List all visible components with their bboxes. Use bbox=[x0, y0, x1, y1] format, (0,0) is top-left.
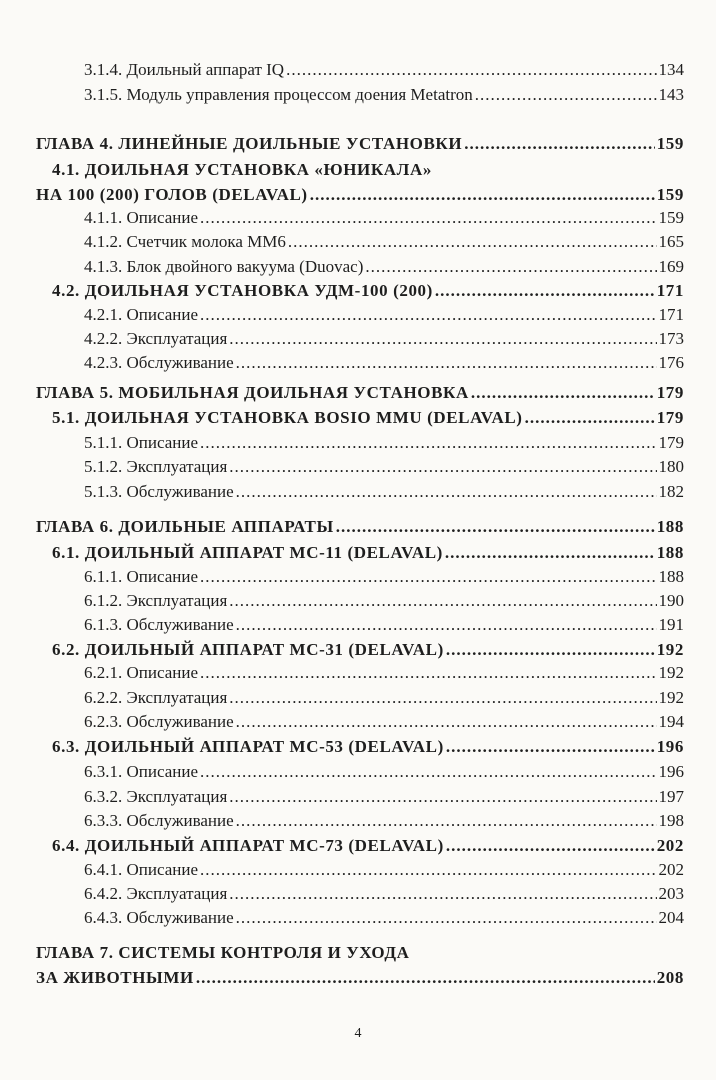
toc-entry bbox=[84, 303, 684, 326]
toc-section bbox=[36, 183, 684, 206]
toc-section-label: 4.1. ДОИЛЬНАЯ УСТАНОВКА «ЮНИКАЛА» bbox=[52, 160, 432, 179]
dot-leader bbox=[446, 735, 655, 758]
toc-entry-page: 171 bbox=[658, 305, 684, 324]
toc-entry-page: 179 bbox=[656, 383, 684, 402]
toc-entry-label: 6.3.3. Обслуживание bbox=[84, 811, 234, 830]
toc-entry-page: 202 bbox=[658, 860, 684, 879]
toc-entry-label: 6.3.2. Эксплуатация bbox=[84, 787, 228, 806]
toc-entry-page: 179 bbox=[658, 433, 684, 452]
dot-leader bbox=[229, 455, 656, 478]
toc-chapter bbox=[36, 515, 684, 538]
toc-entry-label: 4.1.3. Блок двойного вакуума (Duovac) bbox=[84, 257, 364, 276]
toc-entry bbox=[84, 686, 684, 709]
dot-leader bbox=[445, 541, 655, 564]
toc-section-label: 6.3. ДОИЛЬНЫЙ АППАРАТ МС-53 (DELAVAL) bbox=[52, 737, 444, 756]
toc-section bbox=[52, 541, 684, 564]
toc-entry bbox=[84, 230, 684, 253]
toc-entry-label: 6.4.2. Эксплуатация bbox=[84, 884, 228, 903]
toc-entry bbox=[84, 327, 684, 350]
dot-leader bbox=[236, 809, 657, 832]
dot-leader bbox=[475, 83, 657, 106]
toc-section-label: 6.2. ДОИЛЬНЫЙ АППАРАТ МС-31 (DELAVAL) bbox=[52, 640, 444, 659]
toc-entry-label: 5.1.3. Обслуживание bbox=[84, 482, 234, 501]
toc-section bbox=[52, 638, 684, 661]
toc-section-label: 6.1. ДОИЛЬНЫЙ АППАРАТ МС-11 (DELAVAL) bbox=[52, 543, 443, 562]
toc-entry-page: 194 bbox=[658, 712, 684, 731]
toc-entry-page: 192 bbox=[658, 663, 684, 682]
toc-entry bbox=[84, 351, 684, 374]
page-number: 4 bbox=[354, 1026, 362, 1041]
dot-leader bbox=[236, 480, 657, 503]
toc-entry-page: 188 bbox=[656, 543, 684, 562]
toc-chapter-label: ЗА ЖИВОТНЫМИ bbox=[36, 968, 194, 987]
toc-entry-page: 197 bbox=[658, 787, 684, 806]
toc-entry-label: 3.1.4. Доильный аппарат IQ bbox=[84, 60, 285, 79]
toc-entry-label: 6.1.3. Обслуживание bbox=[84, 615, 234, 634]
toc-entry-label: 6.1.1. Описание bbox=[84, 567, 199, 586]
toc-entry-page: 176 bbox=[658, 353, 684, 372]
toc-entry-page: 169 bbox=[658, 257, 684, 276]
toc-entry bbox=[84, 480, 684, 503]
toc-entry bbox=[84, 565, 684, 588]
toc-entry-label: 4.2.2. Эксплуатация bbox=[84, 329, 228, 348]
toc-entry bbox=[84, 206, 684, 229]
toc-entry-page: 208 bbox=[656, 968, 684, 987]
toc-section-label: 6.4. ДОИЛЬНЫЙ АППАРАТ МС-73 (DELAVAL) bbox=[52, 836, 444, 855]
dot-leader bbox=[236, 906, 657, 929]
toc-section bbox=[52, 406, 684, 429]
dot-leader bbox=[200, 661, 656, 684]
toc-entry-page: 180 bbox=[658, 457, 684, 476]
toc-entry bbox=[84, 613, 684, 636]
dot-leader bbox=[471, 381, 655, 404]
toc-entry-page: 196 bbox=[658, 762, 684, 781]
toc-entry-page: 159 bbox=[656, 134, 684, 153]
dot-leader bbox=[525, 406, 655, 429]
toc-entry-page: 143 bbox=[658, 85, 684, 104]
toc-entry-page: 202 bbox=[656, 836, 684, 855]
toc-entry bbox=[84, 785, 684, 808]
toc-entry-page: 203 bbox=[658, 884, 684, 903]
dot-leader bbox=[229, 686, 656, 709]
toc-entry-page: 165 bbox=[658, 232, 684, 251]
toc-entry bbox=[84, 58, 684, 81]
dot-leader bbox=[200, 206, 656, 229]
toc-entry-label: 4.2.3. Обслуживание bbox=[84, 353, 234, 372]
toc-entry bbox=[84, 906, 684, 929]
toc-entry-label: 5.1.2. Эксплуатация bbox=[84, 457, 228, 476]
dot-leader bbox=[200, 760, 656, 783]
dot-leader bbox=[236, 613, 657, 636]
dot-leader bbox=[200, 858, 656, 881]
toc-entry-page: 204 bbox=[658, 908, 684, 927]
toc-entry bbox=[84, 589, 684, 612]
toc-chapter bbox=[36, 132, 684, 155]
toc-entry-label: 6.4.3. Обслуживание bbox=[84, 908, 234, 927]
dot-leader bbox=[229, 589, 656, 612]
toc-entry bbox=[84, 858, 684, 881]
toc-entry bbox=[84, 431, 684, 454]
toc-entry-page: 191 bbox=[658, 615, 684, 634]
toc-entry-page: 159 bbox=[658, 208, 684, 227]
toc-section bbox=[52, 279, 684, 302]
toc-entry-page: 134 bbox=[658, 60, 684, 79]
toc-entry-page: 192 bbox=[658, 688, 684, 707]
toc-entry-page: 179 bbox=[656, 408, 684, 427]
dot-leader bbox=[435, 279, 655, 302]
toc-section-label: 5.1. ДОИЛЬНАЯ УСТАНОВКА BOSIO MMU (DELAVAL) bbox=[52, 408, 523, 427]
dot-leader bbox=[446, 834, 655, 857]
toc-entry-label: 4.1.2. Счетчик молока ММ6 bbox=[84, 232, 286, 251]
toc-entry bbox=[84, 882, 684, 905]
dot-leader bbox=[365, 255, 656, 278]
toc-entry-page: 198 bbox=[658, 811, 684, 830]
toc-entry bbox=[84, 809, 684, 832]
toc-entry-label: 6.1.2. Эксплуатация bbox=[84, 591, 228, 610]
toc-section-label: НА 100 (200) ГОЛОВ (DELAVAL) bbox=[36, 185, 308, 204]
toc-entry-label: 4.2.1. Описание bbox=[84, 305, 199, 324]
toc-entry bbox=[84, 760, 684, 783]
toc-entry-label: 6.2.2. Эксплуатация bbox=[84, 688, 228, 707]
dot-leader bbox=[236, 710, 657, 733]
toc-chapter-label: ГЛАВА 4. ЛИНЕЙНЫЕ ДОИЛЬНЫЕ УСТАНОВКИ bbox=[36, 134, 463, 153]
toc-chapter-label: ГЛАВА 6. ДОИЛЬНЫЕ АППАРАТЫ bbox=[36, 517, 334, 536]
toc-entry-label: 6.3.1. Описание bbox=[84, 762, 199, 781]
dot-leader bbox=[310, 183, 655, 206]
dot-leader bbox=[236, 351, 657, 374]
toc-entry-label: 6.2.1. Описание bbox=[84, 663, 199, 682]
toc-entry-label: 6.2.3. Обслуживание bbox=[84, 712, 234, 731]
toc-entry-label: 4.1.1. Описание bbox=[84, 208, 199, 227]
toc-entry-page: 171 bbox=[656, 281, 684, 300]
toc-section-label: 4.2. ДОИЛЬНАЯ УСТАНОВКА УДМ-100 (200) bbox=[52, 281, 433, 300]
toc-chapter bbox=[36, 381, 684, 404]
toc-entry-page: 196 bbox=[656, 737, 684, 756]
toc-entry bbox=[84, 710, 684, 733]
toc-entry-page: 188 bbox=[656, 517, 684, 536]
dot-leader bbox=[229, 327, 656, 350]
dot-leader bbox=[200, 565, 656, 588]
toc-entry bbox=[84, 255, 684, 278]
toc-entry-page: 192 bbox=[656, 640, 684, 659]
dot-leader bbox=[464, 132, 655, 155]
toc-chapter bbox=[36, 966, 684, 989]
dot-leader bbox=[229, 882, 656, 905]
toc-entry bbox=[84, 83, 684, 106]
toc-entry bbox=[84, 661, 684, 684]
dot-leader bbox=[286, 58, 656, 81]
dot-leader bbox=[200, 431, 656, 454]
toc-entry-page: 188 bbox=[658, 567, 684, 586]
toc-chapter-label: ГЛАВА 7. СИСТЕМЫ КОНТРОЛЯ И УХОДА bbox=[36, 943, 410, 962]
toc-section bbox=[52, 834, 684, 857]
dot-leader bbox=[200, 303, 656, 326]
toc-entry-page: 159 bbox=[656, 185, 684, 204]
dot-leader bbox=[196, 966, 655, 989]
toc-entry-label: 5.1.1. Описание bbox=[84, 433, 199, 452]
dot-leader bbox=[229, 785, 656, 808]
toc-entry-page: 182 bbox=[658, 482, 684, 501]
toc-section bbox=[52, 735, 684, 758]
toc-entry-label: 3.1.5. Модуль управления процессом доения Metatron bbox=[84, 85, 473, 104]
toc-entry bbox=[84, 455, 684, 478]
dot-leader bbox=[336, 515, 655, 538]
toc-chapter-label: ГЛАВА 5. МОБИЛЬНАЯ ДОИЛЬНАЯ УСТАНОВКА bbox=[36, 383, 469, 402]
dot-leader bbox=[288, 230, 657, 253]
toc-entry-page: 173 bbox=[658, 329, 684, 348]
toc-entry-page: 190 bbox=[658, 591, 684, 610]
toc-entry-label: 6.4.1. Описание bbox=[84, 860, 199, 879]
dot-leader bbox=[446, 638, 655, 661]
